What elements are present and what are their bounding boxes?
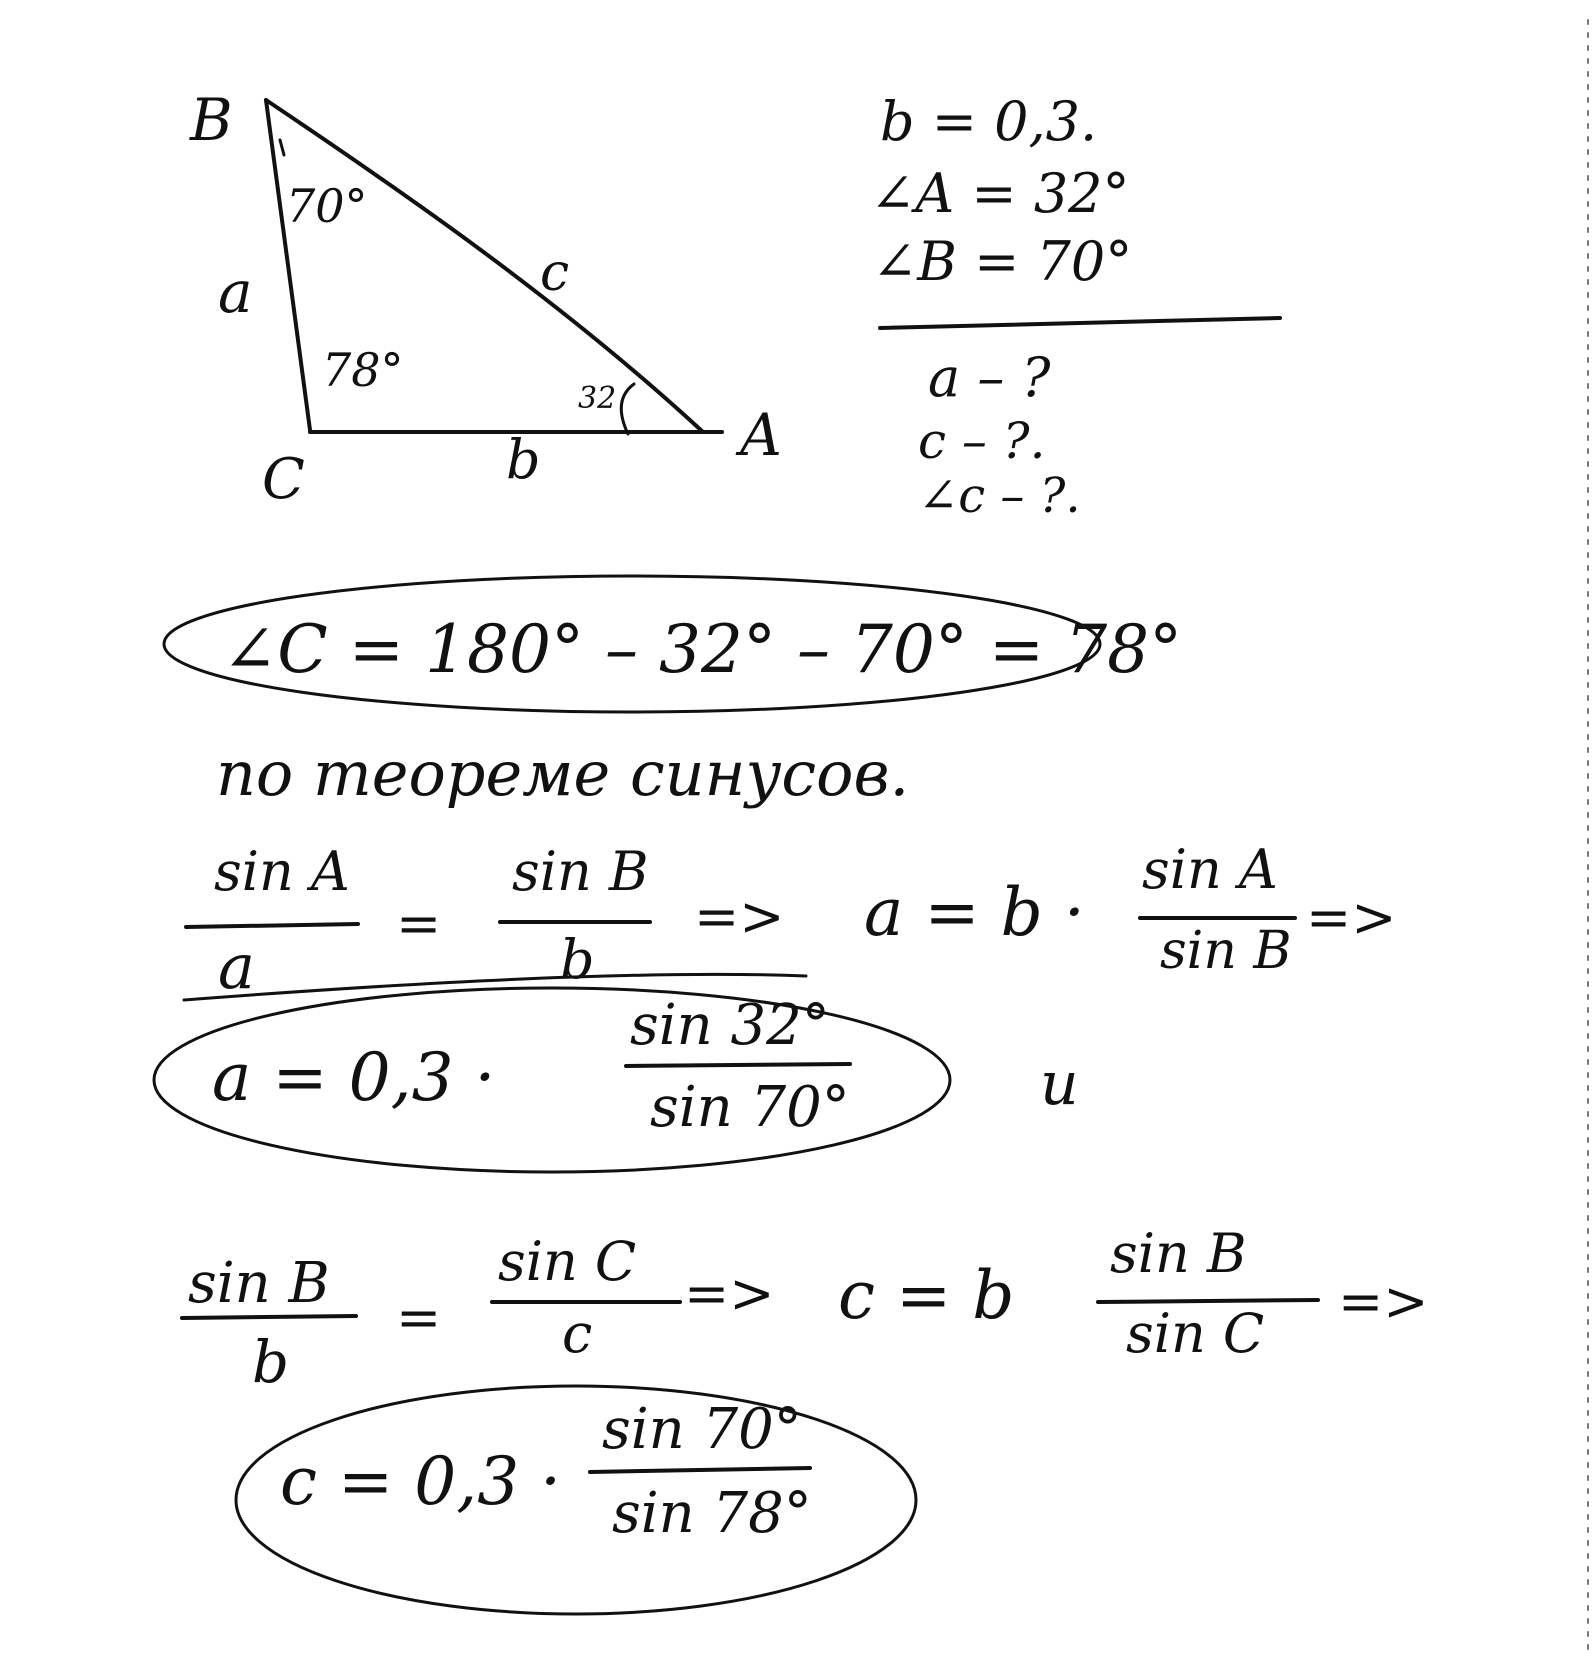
given-angle-a: ∠A = 32° bbox=[870, 162, 1130, 225]
eq2-fraction-denominator: sin C bbox=[1126, 1302, 1265, 1365]
find-angle-c: ∠c – ?. bbox=[918, 468, 1081, 524]
res1-expression: a = 0,3 · bbox=[212, 1039, 496, 1116]
eq1-rhs-denominator: b bbox=[560, 928, 595, 991]
conjunction-and: и bbox=[1040, 1049, 1079, 1119]
res2-denominator: sin 78° bbox=[612, 1481, 812, 1546]
angle-c-value: 78° bbox=[322, 343, 404, 397]
angle-a-value: 32 bbox=[578, 381, 617, 416]
angle-b-tick bbox=[280, 140, 284, 155]
eq1-equals: = bbox=[396, 892, 442, 955]
eq2-lhs-denominator: b bbox=[252, 1328, 290, 1396]
res1-numerator: sin 32° bbox=[630, 993, 830, 1058]
eq1-rhs-numerator: sin B bbox=[512, 840, 649, 903]
res2-fraction-bar bbox=[590, 1468, 810, 1472]
eq2-implies-arrow: => bbox=[684, 1262, 775, 1325]
eq1-lhs-denominator: a bbox=[218, 930, 255, 1003]
result-2 bbox=[280, 1397, 812, 1546]
equation-1 bbox=[184, 838, 1397, 1003]
equation-2 bbox=[182, 1222, 1429, 1396]
vertex-a-label: A bbox=[740, 401, 782, 469]
angle-a-arc bbox=[621, 384, 634, 434]
eq2-implies-arrow-2: => bbox=[1338, 1270, 1429, 1333]
side-a-label: a bbox=[218, 258, 253, 326]
eq2-c-expression: c = b bbox=[838, 1257, 1015, 1334]
vertex-b-label: B bbox=[190, 86, 233, 154]
given-find-divider bbox=[880, 318, 1280, 328]
side-b-label: b bbox=[506, 428, 541, 491]
eq2-fraction-numerator: sin B bbox=[1110, 1222, 1247, 1285]
result-1 bbox=[212, 993, 850, 1140]
eq2-equals: = bbox=[396, 1286, 442, 1349]
given-b: b = 0,3. bbox=[880, 90, 1098, 153]
eq1-implies-arrow-2: => bbox=[1306, 886, 1397, 949]
angle-c-formula: ∠C = 180° – 32° – 70° = 78° bbox=[222, 611, 1183, 688]
eq1-a-expression: a = b · bbox=[864, 874, 1085, 951]
res1-fraction-bar bbox=[626, 1064, 850, 1066]
eq1-fraction-denominator: sin B bbox=[1160, 921, 1292, 981]
angle-b-value: 70° bbox=[286, 179, 368, 233]
eq1-lhs-numerator: sin A bbox=[214, 840, 350, 903]
res2-expression: c = 0,3 · bbox=[280, 1443, 562, 1520]
law-of-sines-caption: по теореме синусов. bbox=[216, 737, 910, 810]
side-a-line bbox=[266, 100, 310, 430]
find-a: a – ? bbox=[928, 346, 1051, 409]
find-block bbox=[918, 346, 1081, 524]
triangle-diagram bbox=[189, 86, 782, 512]
eq2-lhs-fraction-bar bbox=[182, 1316, 356, 1318]
eq2-lhs-numerator: sin B bbox=[188, 1251, 330, 1316]
res1-denominator: sin 70° bbox=[650, 1075, 850, 1140]
given-block bbox=[870, 90, 1132, 293]
res2-numerator: sin 70° bbox=[602, 1397, 802, 1462]
given-angle-b: ∠B = 70° bbox=[872, 230, 1133, 293]
find-c: c – ?. bbox=[918, 412, 1046, 470]
vertex-c-label: C bbox=[262, 447, 305, 512]
side-c-label: c bbox=[540, 243, 570, 303]
eq1-implies-arrow: => bbox=[694, 885, 785, 948]
eq2-rhs-numerator: sin C bbox=[498, 1230, 637, 1293]
eq1-lhs-fraction-bar bbox=[186, 924, 358, 927]
eq2-rhs-denominator: c bbox=[562, 1302, 593, 1365]
eq1-fraction-numerator: sin A bbox=[1142, 838, 1278, 901]
